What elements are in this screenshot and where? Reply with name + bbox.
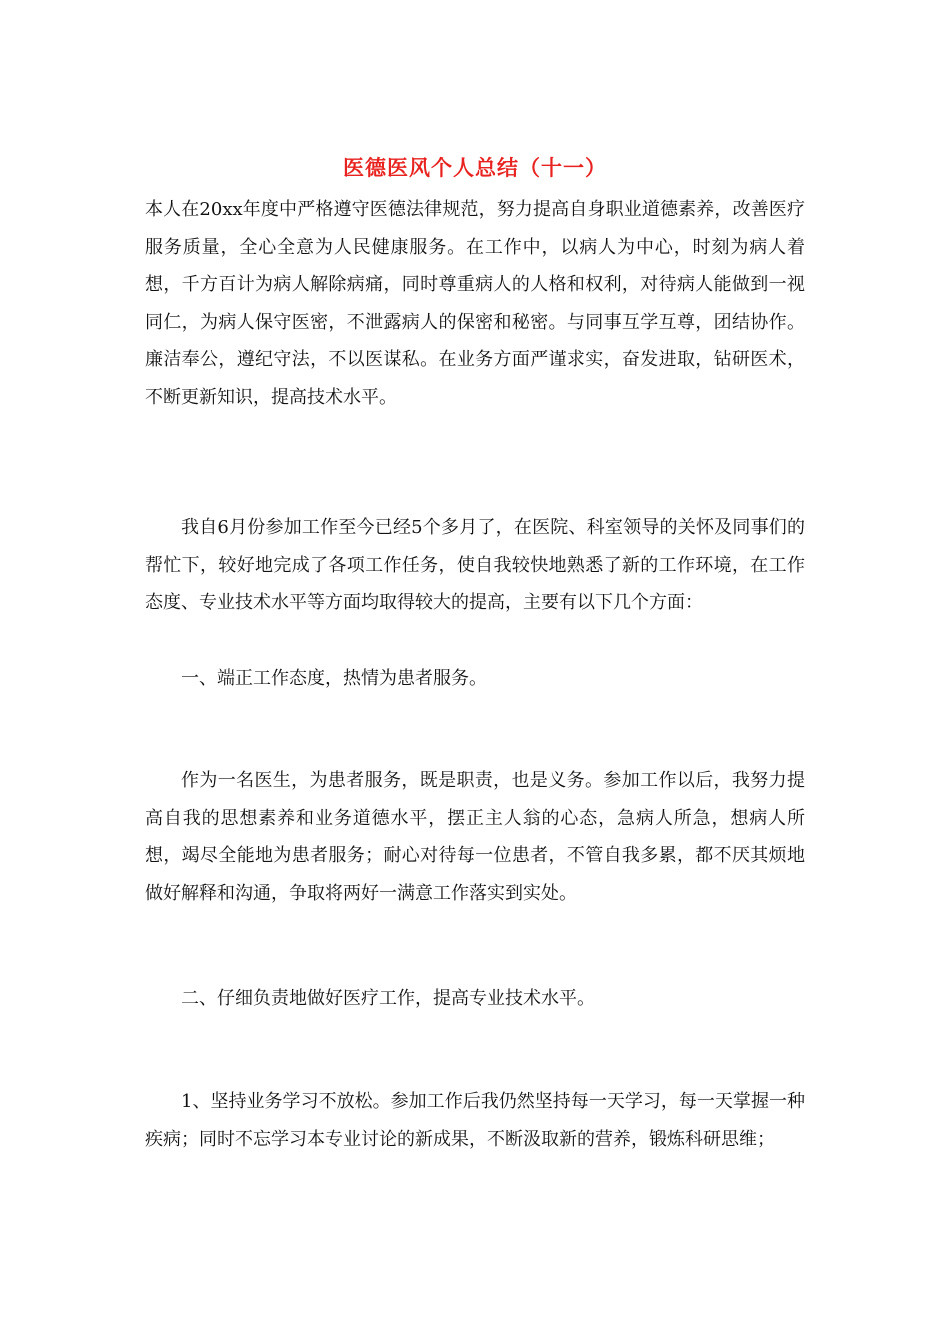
paragraph-section-2-item-1: 1、坚持业务学习不放松。参加工作后我仍然坚持每一天学习，每一天掌握一种疾病；同时不忘学习本专业讨论的新成果，不断汲取新的营养，锻炼科研思维；: [145, 1091, 805, 1150]
section-heading-1: 一、端正工作态度，热情为患者服务。: [181, 668, 487, 689]
section-heading-2: 二、仔细负责地做好医疗工作，提高专业技术水平。: [181, 988, 595, 1009]
paragraph-section-1: 作为一名医生，为患者服务，既是职责，也是义务。参加工作以后，我努力提高自我的思想素养和业务道德水平，摆正主人翁的心态，急病人所急，想病人所想，竭尽全能地为患者服务；耐心对待每一位患者，不管自我多累，都不厌其烦地做好解释和沟通，争取将两好一满意工作落实到实处。: [145, 770, 805, 904]
paragraph-overview: 我自6月份参加工作至今已经5个多月了，在医院、科室领导的关怀及同事们的帮忙下，较好地完成了各项工作任务，使自我较快地熟悉了新的工作环境，在工作态度、专业技术水平等方面均取得较大的提高，主要有以下几个方面：: [145, 517, 805, 613]
document-title: 医德医风个人总结（十一）: [343, 155, 607, 180]
paragraph-intro: 本人在20xx年度中严格遵守医德法律规范，努力提高自身职业道德素养，改善医疗服务质量，全心全意为人民健康服务。在工作中，以病人为中心，时刻为病人着想，千方百计为病人解除病痛，同时尊重病人的人格和权利，对待病人能做到一视同仁，为病人保守医密，不泄露病人的保密和秘密。与同事互学互尊，团结协作。廉洁奉公，遵纪守法，不以医谋私。在业务方面严谨求实，奋发进取，钻研医术，不断更新知识，提高技术水平。: [145, 199, 805, 408]
